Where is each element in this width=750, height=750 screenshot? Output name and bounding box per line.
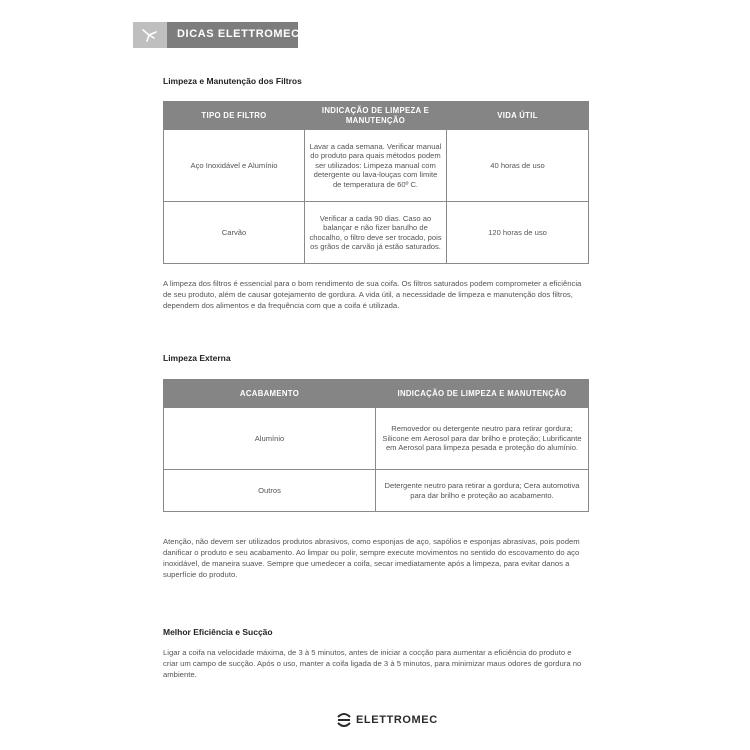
- column-header: INDICAÇÃO DE LIMPEZA E MANUTENÇÃO: [305, 102, 447, 130]
- table-row: [164, 130, 589, 202]
- external-section-title: Limpeza Externa: [163, 353, 231, 363]
- column-header: ACABAMENTO: [164, 380, 376, 408]
- external-table: [163, 379, 589, 512]
- header-icon-box: [133, 22, 167, 48]
- external-paragraph: Atenção, não devem ser utilizados produtos abrasivos, como esponjas de aço, sapólios e esponjas abrasivas, pois podem danificar o produto e seu acabamento. Ao limpar ou polir, sempre execute movimentos no sentido do escovamento do aço inoxidável, de maneira suave. Sempre que umedecer a coifa, secar imediatamente após a limpeza, para evitar danos a superfície do produto.: [163, 537, 580, 579]
- efficiency-paragraph: Ligar a coifa na velocidade máxima, de 3 à 5 minutos, antes de iniciar a cocção para aumentar a eficiência do produto e criar um campo de sucção. Após o uso, manter a coifa ligada de 3 à 5 minutos, para minimizar maus odores de gordura no ambiente.: [163, 648, 582, 679]
- efficiency-section-title: Melhor Eficiência e Sucção: [163, 627, 273, 637]
- column-header: VIDA ÚTIL: [447, 102, 589, 130]
- table-cell: Removedor ou detergente neutro para retirar gordura; Silicone em Aerosol para dar brilho e proteção; Lubrificante em Aerosol para limpeza pesada e proteção do alumínio.: [376, 408, 589, 470]
- header-title: DICAS ELETTROMEC: [177, 28, 300, 40]
- table-cell: 40 horas de uso: [447, 130, 589, 202]
- column-header: INDICAÇÃO DE LIMPEZA E MANUTENÇÃO: [376, 380, 589, 408]
- column-header: TIPO DE FILTRO: [164, 102, 305, 130]
- table-cell: 120 horas de uso: [447, 202, 589, 264]
- footer-logo: [336, 712, 438, 728]
- table-cell: Detergente neutro para retirar a gordura; Cera automotiva para dar brilho e proteção ao acabamento.: [376, 470, 589, 512]
- table-cell: Alumínio: [164, 408, 376, 470]
- table-cell: Verificar a cada 90 dias. Caso ao balançar e não fizer barulho de chocalho, o filtro deve ser trocado, pois os grãos de carvão já estão saturados.: [305, 202, 447, 264]
- elettromec-logo-icon: [336, 712, 352, 728]
- table-cell: Aço Inoxidável e Alumínio: [164, 130, 305, 202]
- table-cell: Outros: [164, 470, 376, 512]
- filters-table: [163, 101, 589, 264]
- filters-section-title: Limpeza e Manutenção dos Filtros: [163, 76, 302, 86]
- header-banner: [133, 22, 298, 48]
- table-row: [164, 202, 589, 264]
- bird-icon: [141, 27, 159, 43]
- filters-paragraph: A limpeza dos filtros é essencial para o bom rendimento de sua coifa. Os filtros saturados podem comprometer a eficiência de seu produto, além de causar gotejamento de gordura. A vida útil, a necessidade de limpeza e manutenção dos filtros, dependem dos alimentos e da frequência com que a coifa é utilizada.: [163, 279, 582, 310]
- table-cell: Lavar a cada semana. Verificar manual do produto para quais métodos podem ser utilizados: Limpeza manual com detergente ou lava-louças com limite de temperatura de 60º C.: [305, 130, 447, 202]
- table-cell: Carvão: [164, 202, 305, 264]
- table-row: [164, 408, 589, 470]
- footer-brand: ELETTROMEC: [356, 714, 438, 726]
- table-row: [164, 470, 589, 512]
